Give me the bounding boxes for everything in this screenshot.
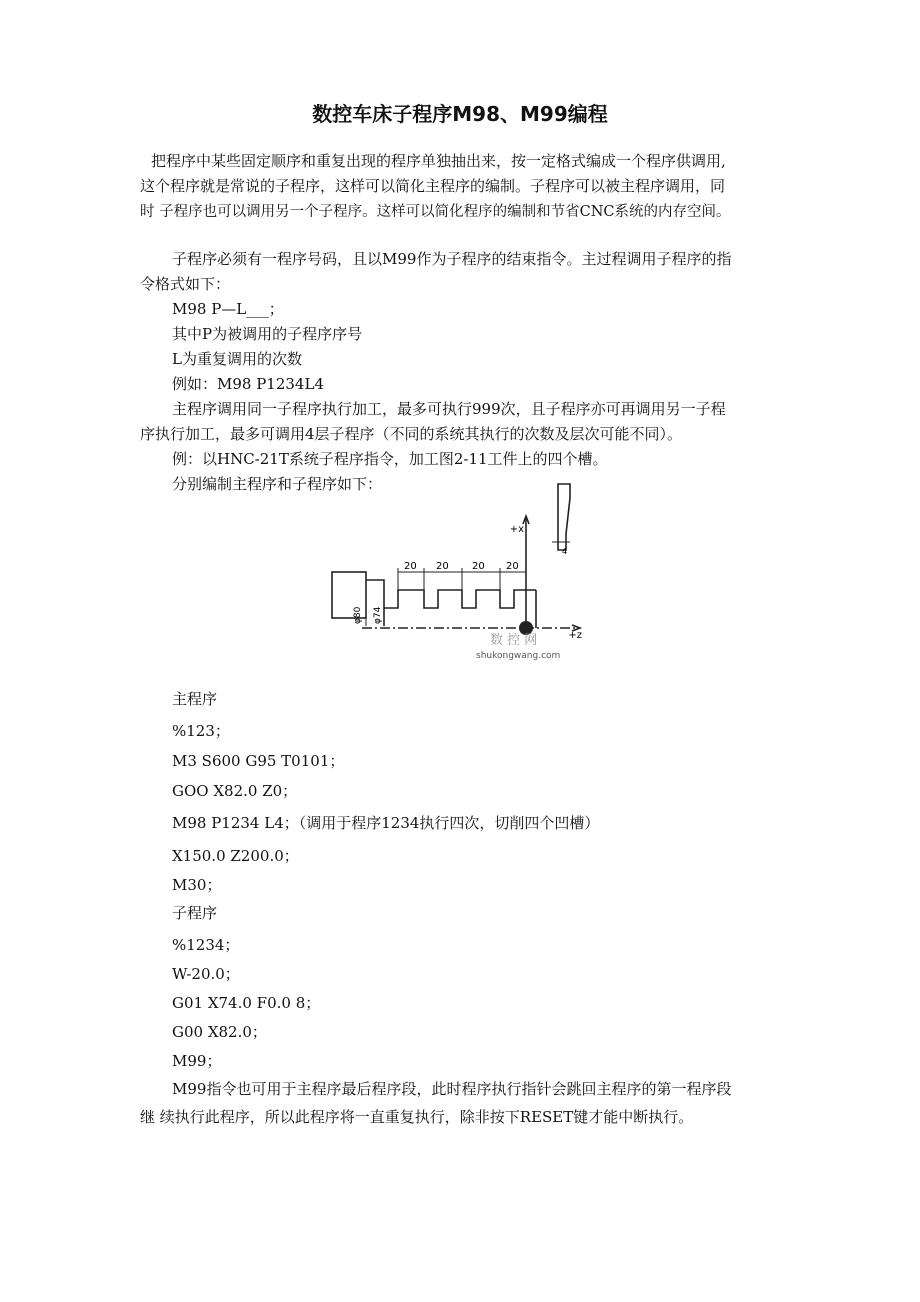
sub-program-line: W-20.0；	[172, 965, 240, 983]
intro-line-3: 时 子程序也可以调用另一个子程序。这样可以简化程序的编制和节省CNC系统的内存空间。	[140, 204, 731, 220]
main-program-line: M3 S600 G95 T0101；	[172, 752, 345, 770]
format-line-2: 令格式如下：	[140, 275, 231, 293]
limits-line-2: 序执行加工，最多可调用4层子程序（不同的系统其执行的次数及层次可能不同）。	[140, 425, 683, 443]
format-p-desc: 其中P为被调用的子程序序号	[172, 325, 363, 343]
page-title: 数控车床子程序M98、M99编程	[312, 102, 608, 126]
intro-line-2: 这个程序就是常说的子程序，这样可以简化主程序的编制。子程序可以被主程序调用，同	[140, 177, 726, 195]
dia74-label: φ74	[373, 606, 383, 624]
example-intro-line-2: 分别编制主程序和子程序如下：	[172, 475, 383, 493]
sub-program-line: M99；	[172, 1052, 222, 1070]
dim-label-2: 20	[436, 561, 449, 572]
dim-label-1: 20	[404, 561, 417, 572]
main-program-line: M98 P1234 L4；（调用于程序1234执行四次，切削四个凹槽）	[172, 814, 600, 832]
sub-program-line: %1234；	[172, 936, 240, 954]
workpiece-profile	[384, 590, 536, 608]
cutting-tool	[558, 484, 570, 550]
dia80-label: φ80	[353, 606, 363, 624]
format-example: 例如：M98 P1234L4	[172, 375, 324, 393]
main-program-line: GOO X82.0 Z0；	[172, 782, 298, 800]
main-program-line: X150.0 Z200.0；	[172, 847, 299, 865]
closing-line-1: M99指令也可用于主程序最后程序段，此时程序执行指针会跳回主程序的第一程序段	[172, 1080, 732, 1098]
sub-program-line: G00 X82.0；	[172, 1023, 267, 1041]
sub-program-line: G01 X74.0 F0.0 8；	[172, 994, 321, 1012]
tool-dim-label: 4	[562, 547, 568, 556]
watermark-cn: 数 控 网	[490, 633, 538, 648]
sub-program-heading: 子程序	[172, 904, 218, 922]
intro-line-1: 把程序中某些固定顺序和重复出现的程序单独抽出来，按一定格式编成一个程序供调用,	[151, 152, 726, 170]
main-program-line: M30；	[172, 876, 222, 894]
dim-label-4: 20	[506, 561, 519, 572]
format-syntax: M98 P—L___；	[172, 300, 284, 318]
watermark-url: shukongwang.com	[476, 651, 561, 661]
main-program-heading: 主程序	[172, 690, 218, 708]
closing-line-2: 继 续执行此程序，所以此程序将一直重复执行，除非按下RESET键才能中断执行。	[140, 1108, 694, 1126]
format-line-1: 子程序必须有一程序号码，且以M99作为子程序的结束指令。主过程调用子程序的指	[172, 250, 732, 268]
z-axis-label: +z	[568, 630, 582, 641]
dim-label-3: 20	[472, 561, 485, 572]
format-l-desc: L为重复调用的次数	[172, 350, 302, 368]
example-intro-line-1: 例：以HNC-21T系统子程序指令，加工图2-11工件上的四个槽。	[172, 450, 608, 468]
limits-line-1: 主程序调用同一子程序执行加工，最多可执行999次，且子程序亦可再调用另一子程	[172, 400, 726, 418]
main-program-line: %123；	[172, 722, 230, 740]
x-axis-label: +x	[509, 524, 524, 535]
workpiece-drawing	[326, 478, 586, 668]
workpiece-figure	[326, 478, 586, 668]
